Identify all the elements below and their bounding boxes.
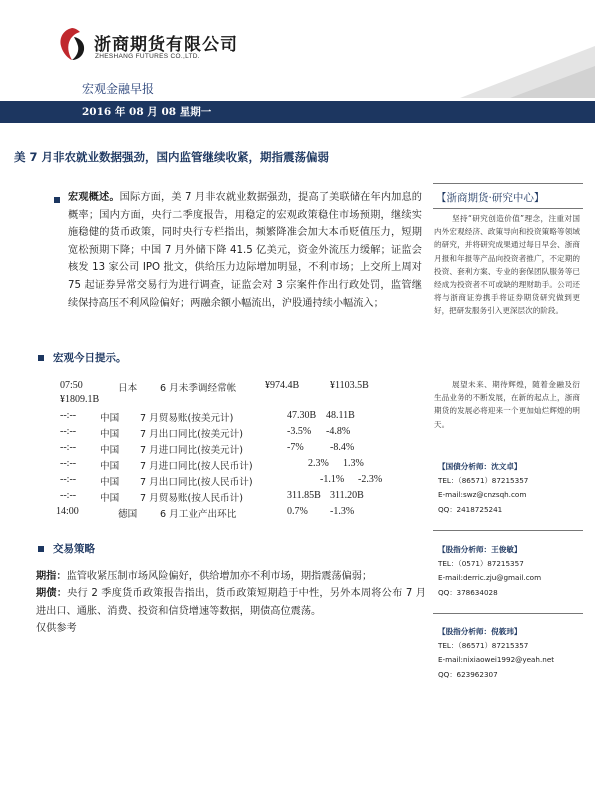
cal-prev: -1.1% [320, 474, 345, 485]
company-name-en: ZHESHANG FUTURES CO.,LTD. [95, 53, 200, 60]
header-decoration [400, 38, 595, 98]
cal-item: 6 月未季调经常帐 [160, 383, 237, 394]
report-type: 宏观金融早报 [82, 82, 155, 96]
cal-prev: 0.7% [287, 506, 308, 517]
cal-time: --:-- [60, 458, 77, 469]
cal-prev: -3.5% [287, 426, 312, 437]
overview-paragraph [68, 189, 422, 312]
bullet-icon [54, 197, 60, 203]
analyst-title: 【股指分析师：倪筱玮】 [438, 627, 522, 636]
sidebar-divider [433, 183, 583, 184]
cal-prev: ¥974.4B [265, 380, 300, 391]
cal-time: --:-- [60, 490, 77, 501]
strategy-bonds-label: 期债： [36, 588, 68, 599]
cal-time: 07:50 [60, 380, 83, 391]
cal-country: 中国 [100, 413, 120, 424]
cal-item: 7 月进口同比(按美元计) [140, 445, 243, 456]
cal-country: 中国 [100, 429, 120, 440]
cal-country: 中国 [100, 445, 120, 456]
headline: 美 7 月非农就业数据强劲，国内监管继续收紧，期指震荡偏弱 [14, 150, 330, 164]
cal-country: 中国 [100, 477, 120, 488]
analyst-qq: QQ：378634028 [438, 587, 498, 597]
analyst-card [438, 543, 583, 600]
sidebar-title: 【浙商期货·研究中心】 [436, 192, 545, 204]
cal-time: --:-- [60, 442, 77, 453]
analyst-card [438, 460, 583, 517]
cal-actual: ¥1809.1B [60, 394, 100, 405]
sidebar-divider [433, 208, 583, 209]
analyst-tel: TEL：（86571）87215357 [438, 641, 529, 651]
bullet-icon [38, 546, 44, 552]
cal-prev: 2.3% [308, 458, 329, 469]
cal-forecast: 48.11B [326, 410, 355, 421]
company-logo-icon [58, 27, 86, 61]
calendar-title: 宏观今日提示。 [53, 352, 127, 364]
analyst-email[interactable]: E-mail:swz@cnzsqh.com [438, 490, 527, 500]
cal-forecast: -1.3% [330, 506, 355, 517]
cal-prev: -7% [287, 442, 304, 453]
cal-forecast: -2.3% [358, 474, 383, 485]
report-date: 2016 年 08 月 08 星期一 [82, 106, 212, 118]
strategy-futures-label: 期指： [36, 571, 67, 582]
sidebar-intro: 坚持“研究创造价值”理念，注重对国内外宏观经济、政策导向和投资策略等领域的研究，并将研究成果通过每日早会、浙商月报和年报等产品向投资者推广，不定期的投资、套利方案、专业的套保团队服务等已经成为投资者不可或缺的理财助手。公司还将与浙商证券携手将证券期货研究做到更好，把研发服务引入更深层次的阶段。 [434, 214, 580, 316]
cal-item: 7 月出口同比(按美元计) [140, 429, 243, 440]
strategy-disclaimer: 仅供参考 [36, 623, 77, 634]
strategy-bonds [36, 585, 426, 620]
sidebar-divider [433, 613, 583, 614]
strategy-title: 交易策略 [53, 543, 95, 555]
cal-country: 日本 [118, 383, 138, 394]
cal-country: 中国 [100, 493, 120, 504]
analyst-tel: TEL：（0571）87215357 [438, 559, 524, 569]
cal-item: 6 月工业产出环比 [160, 509, 237, 520]
strategy-bonds-text: 央行 2 季度货币政策报告指出，货币政策短期趋于中性，另外本周将公布 7 月进出口、通胀、消费、投资和信贷增速等数据，期债高位震荡。 [36, 588, 426, 617]
cal-item: 7 月出口同比(按人民币计) [140, 477, 253, 488]
strategy-futures-text: 监管收紧压制市场风险偏好，供给增加亦不利市场，期指震荡偏弱； [66, 571, 373, 582]
cal-item: 7 月贸易账(按人民币计) [140, 493, 243, 504]
cal-country: 中国 [100, 461, 120, 472]
overview-text: 国际方面，美 7 月非农就业数据强劲，提高了美联储在年内加息的概率；国内方面，央行二季度报告，用稳定的宏观政策稳住市场预期，继续实施稳健的货币政策，同时央行专栏指出，频繁降准会加大本币贬值压力，短期宽松预期下降；中国 7 月外储下降 41.5 亿美元，资金外流压力缓解；证监会核发 13 家公司 IPO 批文，供给压力边际增加明显，不利市场；上交所上周对 75 起证券异常交易行为进行调查，证监会对 3 宗案件作出行政处罚，监管继续保持高压不利风险偏好；两融余额小幅流出，沪股通持续小幅流入； [68, 192, 422, 309]
cal-time: 14:00 [56, 506, 79, 517]
cal-item: 7 月进口同比(按人民币计) [140, 461, 253, 472]
cal-country: 德国 [118, 509, 138, 520]
overview-label: 宏观概述。 [68, 192, 120, 203]
cal-item: 7 月贸易账(按美元计) [140, 413, 234, 424]
cal-time: --:-- [60, 426, 77, 437]
analyst-email[interactable]: E-mail:nixiaowei1992@yeah.net [438, 655, 555, 665]
cal-forecast: -4.8% [326, 426, 351, 437]
company-name-cn: 浙商期货有限公司 [94, 35, 238, 55]
analyst-qq: QQ：2418725241 [438, 504, 503, 514]
cal-time: --:-- [60, 474, 77, 485]
strategy-futures [36, 568, 426, 586]
sidebar-outlook: 展望未来、期待辉煌，随着金融及衍生品业务的不断发展，在新的起点上，浙商期货的发展必将迎来一个更加灿烂辉煌的明天。 [434, 380, 580, 429]
analyst-title: 【国债分析师：沈文卓】 [438, 462, 522, 471]
analyst-tel: TEL：（86571）87215357 [438, 476, 529, 486]
analyst-card [438, 625, 583, 682]
analyst-title: 【股指分析师：王俊敏】 [438, 545, 522, 554]
analyst-qq: QQ：623962307 [438, 669, 498, 679]
cal-prev: 311.85B [287, 490, 321, 501]
analyst-email[interactable]: E-mail:derric.zju@gmail.com [438, 573, 542, 583]
cal-forecast: -8.4% [330, 442, 355, 453]
bullet-icon [38, 355, 44, 361]
sidebar-divider [433, 530, 583, 531]
cal-forecast: 1.3% [343, 458, 364, 469]
cal-forecast: ¥1103.5B [330, 380, 369, 391]
cal-prev: 47.30B [287, 410, 317, 421]
cal-time: --:-- [60, 410, 77, 421]
cal-forecast: 311.20B [330, 490, 364, 501]
